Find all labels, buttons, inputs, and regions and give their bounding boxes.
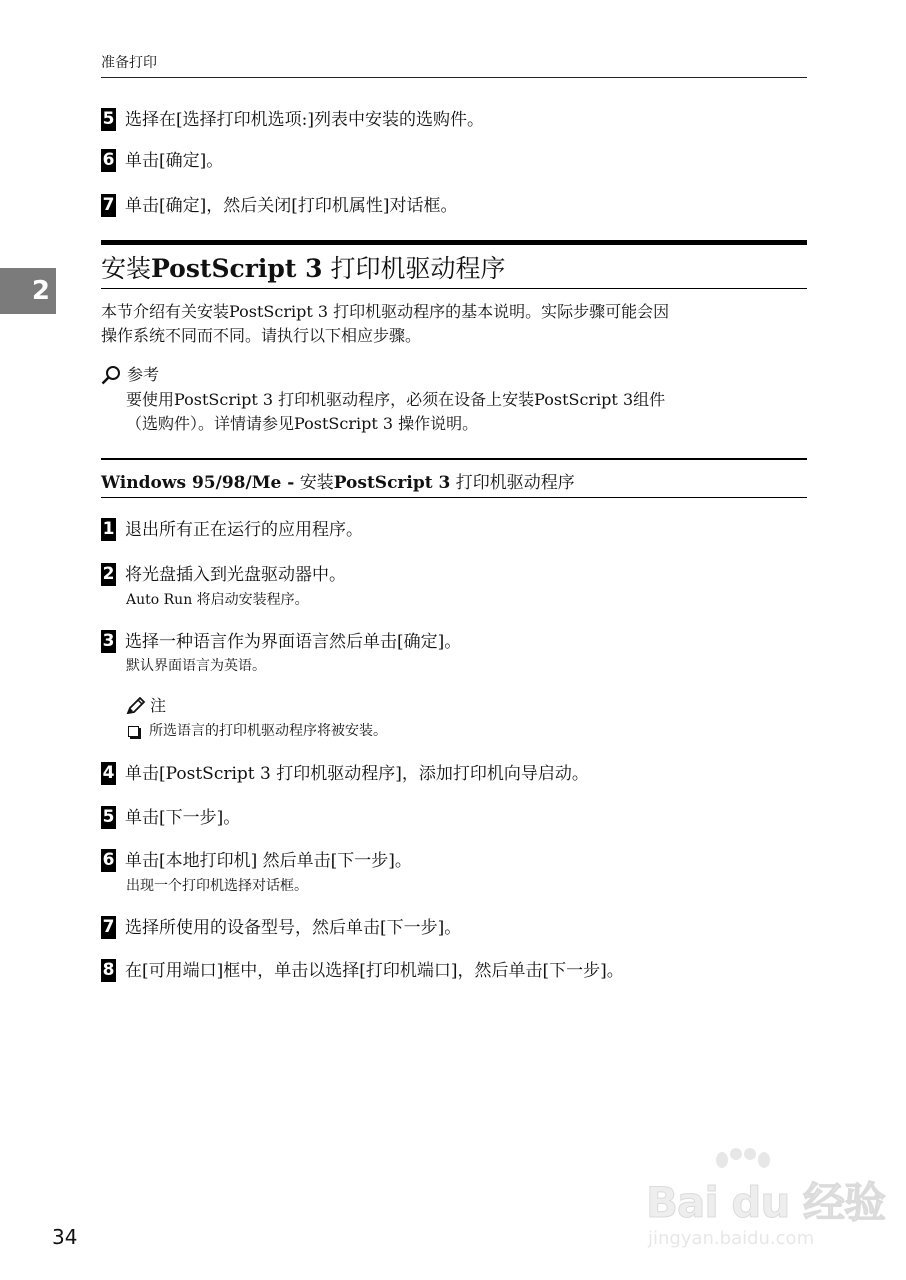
section-title bbox=[101, 252, 505, 286]
step-3-detail: 默认界面语言为英语。 bbox=[126, 658, 266, 674]
reference-line-1: 要使用PostScript 3 打印机驱动程序，必须在设备上安装PostScript 3组件 bbox=[126, 390, 666, 409]
intro-line-1: 本节介绍有关安装PostScript 3 打印机驱动程序的基本说明。实际步骤可能会因 bbox=[101, 302, 670, 321]
step-3 bbox=[101, 630, 461, 654]
step-text: 单击[PostScript 3 打印机驱动程序]，添加打印机向导启动。 bbox=[125, 764, 589, 784]
step-8 bbox=[101, 959, 624, 983]
subsection-title bbox=[101, 470, 575, 496]
reference-body bbox=[126, 388, 806, 436]
step-text: 单击[确定]，然后关闭[打印机属性]对话框。 bbox=[125, 196, 458, 216]
reference-line-2: （选购件）。详情请参见PostScript 3 操作说明。 bbox=[126, 414, 479, 433]
step-1 bbox=[101, 518, 363, 542]
step-number: 3 bbox=[102, 631, 115, 651]
step-number: 8 bbox=[102, 960, 115, 980]
section-rule-top bbox=[101, 240, 807, 245]
step-text: 单击[下一步]。 bbox=[125, 808, 241, 828]
step-text: 在[可用端口]框中，单击以选择[打印机端口]，然后单击[下一步]。 bbox=[125, 961, 624, 981]
section-intro bbox=[101, 300, 807, 348]
step-2 bbox=[101, 563, 346, 587]
step-7 bbox=[101, 916, 461, 940]
subsection-title-bold-2: PostScript 3 bbox=[333, 473, 451, 493]
step-number: 5 bbox=[102, 109, 115, 129]
note-item-text: 所选语言的打印机驱动程序将被安装。 bbox=[149, 723, 387, 739]
step-number: 6 bbox=[102, 150, 115, 170]
subsection-rule-top bbox=[101, 458, 807, 460]
page-number: 34 bbox=[52, 1225, 78, 1249]
section-title-bold: PostScript 3 bbox=[151, 254, 323, 283]
note-item bbox=[126, 722, 387, 740]
subsection-title-bold: Windows 95/98/Me - bbox=[101, 473, 295, 493]
step-text: 将光盘插入到光盘驱动器中。 bbox=[125, 565, 346, 585]
reference-label: 参考 bbox=[127, 365, 160, 384]
step-4 bbox=[101, 762, 589, 786]
step-text: 选择在[选择打印机选项:]列表中安装的选购件。 bbox=[125, 110, 484, 130]
step-top-7 bbox=[101, 194, 458, 218]
step-number: 7 bbox=[102, 917, 115, 937]
step-text: 单击[本地打印机] 然后单击[下一步]。 bbox=[125, 851, 412, 871]
step-number: 6 bbox=[102, 850, 115, 870]
step-number: 5 bbox=[102, 807, 115, 827]
pencil-icon bbox=[126, 697, 146, 715]
magnifier-icon bbox=[101, 365, 123, 385]
step-text: 选择所使用的设备型号，然后单击[下一步]。 bbox=[125, 918, 462, 938]
step-text: 选择一种语言作为界面语言然后单击[确定]。 bbox=[125, 632, 462, 652]
step-text: 退出所有正在运行的应用程序。 bbox=[125, 520, 363, 540]
step-number: 7 bbox=[102, 195, 115, 215]
subsection-title-post: 打印机驱动程序 bbox=[450, 473, 575, 493]
step-number: 2 bbox=[102, 564, 115, 584]
note-heading bbox=[126, 696, 166, 716]
step-number: 1 bbox=[102, 519, 115, 539]
step-6 bbox=[101, 849, 412, 873]
reference-heading bbox=[101, 365, 159, 385]
note-label: 注 bbox=[150, 696, 167, 715]
step-text: 单击[确定]。 bbox=[125, 151, 224, 171]
running-title: 准备打印 bbox=[101, 55, 157, 71]
step-top-6 bbox=[101, 149, 223, 173]
chapter-tab bbox=[0, 268, 56, 314]
chapter-number: 2 bbox=[31, 276, 50, 306]
section-title-post: 打印机驱动程序 bbox=[322, 254, 506, 283]
section-rule-bottom bbox=[101, 288, 807, 289]
subsection-rule-bottom bbox=[101, 497, 807, 498]
watermark-logo-text: Bai du 经验 bbox=[646, 1178, 885, 1227]
step-top-5 bbox=[101, 108, 484, 132]
step-number: 4 bbox=[102, 763, 115, 783]
running-header bbox=[101, 52, 807, 78]
step-5 bbox=[101, 806, 240, 830]
section-title-pre: 安装 bbox=[101, 254, 152, 283]
step-2-detail: Auto Run 将启动安装程序。 bbox=[126, 592, 309, 608]
baidu-watermark bbox=[636, 1148, 885, 1256]
intro-line-2: 操作系统不同而不同。请执行以下相应步骤。 bbox=[101, 326, 422, 345]
subsection-title-pre: 安装 bbox=[294, 473, 334, 493]
checkbox-bullet-icon bbox=[128, 726, 139, 737]
watermark-url: jingyan.baidu.com bbox=[648, 1228, 815, 1249]
step-6-detail: 出现一个打印机选择对话框。 bbox=[126, 878, 308, 894]
